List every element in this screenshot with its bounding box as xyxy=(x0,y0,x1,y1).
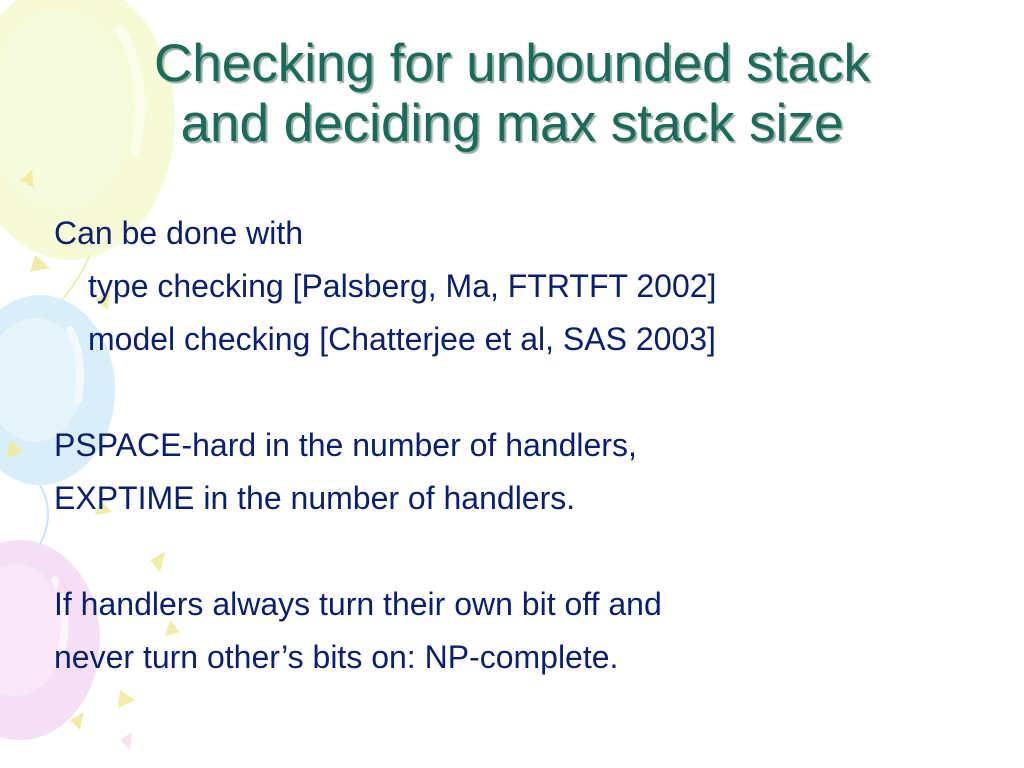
complexity-line: PSPACE-hard in the number of handlers, xyxy=(54,427,637,463)
spacer xyxy=(54,366,994,419)
method-item: model checking [Chatterjee et al, SAS 2003] xyxy=(88,321,716,357)
complexity-line: EXPTIME in the number of handlers. xyxy=(54,480,576,516)
slide-title-line: and deciding max stack size xyxy=(180,94,844,153)
special-case-line: If handlers always turn their own bit off and xyxy=(54,586,662,622)
intro-text: Can be done with xyxy=(54,215,304,251)
method-item: type checking [Palsberg, Ma, FTRTFT 2002] xyxy=(88,268,717,304)
spacer xyxy=(54,525,994,578)
special-case-line: never turn other’s bits on: NP-complete. xyxy=(54,639,619,675)
slide-title xyxy=(40,34,984,154)
slide-title-line: Checking for unbounded stack xyxy=(154,34,870,93)
slide-body xyxy=(54,207,994,684)
